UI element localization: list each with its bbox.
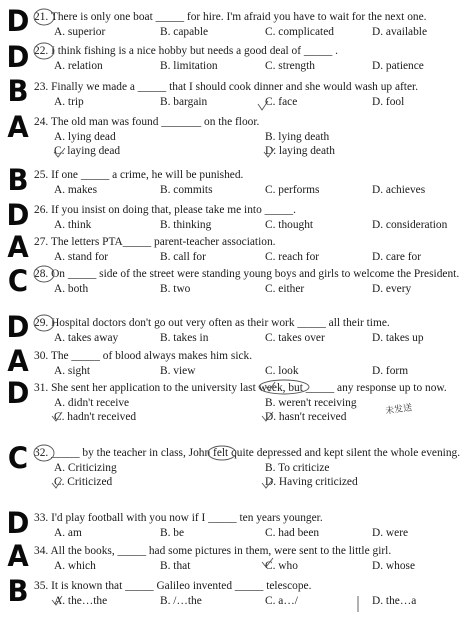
handwritten-answer-21: D — [6, 4, 30, 38]
option-c: C. hadn't received — [54, 411, 137, 423]
option-a: A. relation — [54, 59, 103, 72]
question-stem: 34. All the books, _____ had some pictures in them, were sent to the little girl. — [34, 545, 392, 557]
options-row — [34, 59, 464, 74]
option-d: D. form — [372, 364, 409, 377]
option-a: A. lying dead — [54, 130, 116, 143]
option-a: A. am — [54, 526, 82, 539]
question-stem: 22. I think fishing is a nice hobby but needs a good deal of _____ . — [34, 45, 339, 57]
options-row — [34, 250, 464, 265]
options-row — [34, 183, 464, 198]
option-b: B. /…the — [160, 594, 202, 607]
option-a: A. stand for — [54, 250, 109, 263]
option-c: C. strength — [265, 59, 315, 72]
options-row — [34, 461, 464, 476]
option-c: C. reach for — [265, 250, 320, 263]
handwritten-answer-28: C — [7, 264, 29, 298]
option-b: B. To criticize — [265, 461, 330, 474]
option-b: B. takes in — [160, 331, 209, 344]
option-c: C. complicated — [265, 25, 334, 38]
option-a: A. the…the — [54, 594, 108, 607]
question-21 — [34, 10, 464, 39]
options-row — [34, 25, 464, 40]
options-row — [34, 364, 464, 379]
margin-note: 未发送 — [384, 403, 413, 417]
options-row — [34, 331, 464, 346]
option-b: B. that — [160, 559, 191, 572]
option-c: C. either — [265, 282, 305, 295]
question-stem: 33. I'd play football with you now if I _____ ten years younger. — [34, 512, 323, 524]
handwritten-answer-26: D — [6, 198, 30, 232]
option-a: A. trip — [54, 95, 84, 108]
option-b: B. two — [160, 282, 191, 295]
question-stem: 35. It is known that _____ Galileo invented _____ telescope. — [34, 580, 312, 592]
option-b: B. limitation — [160, 59, 218, 72]
question-27 — [34, 235, 464, 264]
option-c: C. thought — [265, 218, 314, 231]
option-a: A. both — [54, 282, 89, 295]
option-b: B. bargain — [160, 95, 208, 108]
option-b: B. lying death — [265, 130, 330, 143]
option-b: B. view — [160, 364, 196, 377]
handwritten-answer-35: B — [7, 574, 29, 608]
question-22 — [34, 44, 464, 73]
options-row — [34, 130, 464, 145]
question-stem: 32. _____ by the teacher in class, John felt quite depressed and kept silent the whole evening. — [34, 447, 461, 459]
options-row — [34, 95, 464, 110]
question-23 — [34, 80, 464, 109]
option-b: B. capable — [160, 25, 209, 38]
question-30 — [34, 349, 464, 378]
option-b: B. commits — [160, 183, 213, 196]
option-d: D. care for — [372, 250, 422, 263]
handwritten-answer-32: C — [7, 441, 29, 475]
option-a: A. makes — [54, 183, 98, 196]
handwritten-answer-22: D — [6, 40, 30, 74]
option-d: D. hasn't received — [265, 411, 347, 423]
option-c: C. Criticized — [54, 476, 113, 488]
question-24 — [34, 115, 464, 159]
option-a: A. think — [54, 218, 92, 231]
option-d: D. whose — [372, 559, 416, 572]
option-d: D. available — [372, 25, 428, 38]
handwritten-answer-34: A — [7, 539, 29, 573]
option-a: A. sight — [54, 364, 91, 377]
handwritten-answer-23: B — [7, 74, 29, 108]
option-d: D. laying death — [265, 145, 335, 157]
option-c: C. takes over — [265, 331, 325, 344]
options-row — [34, 282, 464, 297]
option-a: A. didn't receive — [54, 396, 130, 409]
option-b: B. call for — [160, 250, 206, 263]
question-33 — [34, 511, 464, 540]
option-d: D. were — [372, 526, 409, 539]
question-34 — [34, 544, 464, 573]
question-stem: 23. Finally we made a _____ that I should cook dinner and she would wash up after. — [34, 81, 419, 93]
option-a: A. which — [54, 559, 96, 572]
option-a: A. Criticizing — [54, 461, 117, 474]
handwritten-answer-29: D — [6, 310, 30, 344]
option-a: A. superior — [54, 25, 106, 38]
options-row — [34, 218, 464, 233]
option-c: C. who — [265, 559, 298, 572]
question-stem: 31. She sent her application to the university last week, but _____ any response up to now. — [34, 382, 447, 394]
handwritten-answer-24: A — [7, 110, 29, 144]
option-d: D. Having criticized — [265, 476, 358, 488]
question-stem: 29. Hospital doctors don't go out very often as their work _____ all their time. — [34, 317, 390, 329]
option-b: B. be — [160, 526, 185, 539]
option-a: A. takes away — [54, 331, 119, 344]
handwritten-answer-25: B — [7, 163, 29, 197]
options-row — [34, 594, 464, 609]
option-c: C. a…/ — [265, 594, 298, 607]
option-d: D. the…a — [372, 594, 417, 607]
option-b: B. weren't receiving — [265, 396, 357, 409]
question-stem: 24. The old man was found _______ on the floor. — [34, 116, 260, 128]
option-c: C. performs — [265, 183, 320, 196]
question-stem: 27. The letters PTA_____ parent-teacher association. — [34, 236, 276, 248]
options-row — [34, 144, 464, 159]
options-row — [34, 475, 464, 490]
option-c: C. laying dead — [54, 145, 121, 157]
option-c: C. look — [265, 364, 299, 377]
question-stem: 21. There is only one boat _____ for hire. I'm afraid you have to wait for the next one. — [34, 11, 427, 23]
question-28 — [34, 267, 464, 296]
question-35 — [34, 579, 464, 608]
question-stem: 30. The _____ of blood always makes him sick. — [34, 350, 253, 362]
option-d: D. takes up — [372, 331, 424, 344]
option-d: D. achieves — [372, 183, 426, 196]
question-stem: 28. On _____ side of the street were standing young boys and girls to welcome the President. — [34, 268, 460, 280]
question-26 — [34, 203, 464, 232]
question-stem: 25. If one _____ a crime, he will be punished. — [34, 169, 244, 181]
question-32 — [34, 446, 464, 490]
option-d: D. consideration — [372, 218, 448, 231]
handwritten-answer-30: A — [7, 344, 29, 378]
handwritten-answer-31: D — [6, 376, 30, 410]
option-b: B. thinking — [160, 218, 212, 231]
option-d: D. every — [372, 282, 412, 295]
option-c: C. face — [265, 95, 298, 108]
question-stem: 26. If you insist on doing that, please take me into _____. — [34, 204, 296, 216]
option-d: D. fool — [372, 95, 405, 108]
options-row — [34, 526, 464, 541]
options-row — [34, 559, 464, 574]
question-25 — [34, 168, 464, 197]
option-d: D. patience — [372, 59, 424, 72]
option-c: C. had been — [265, 526, 320, 539]
handwritten-answer-27: A — [7, 230, 29, 264]
handwritten-answer-33: D — [6, 506, 30, 540]
question-29 — [34, 316, 464, 345]
